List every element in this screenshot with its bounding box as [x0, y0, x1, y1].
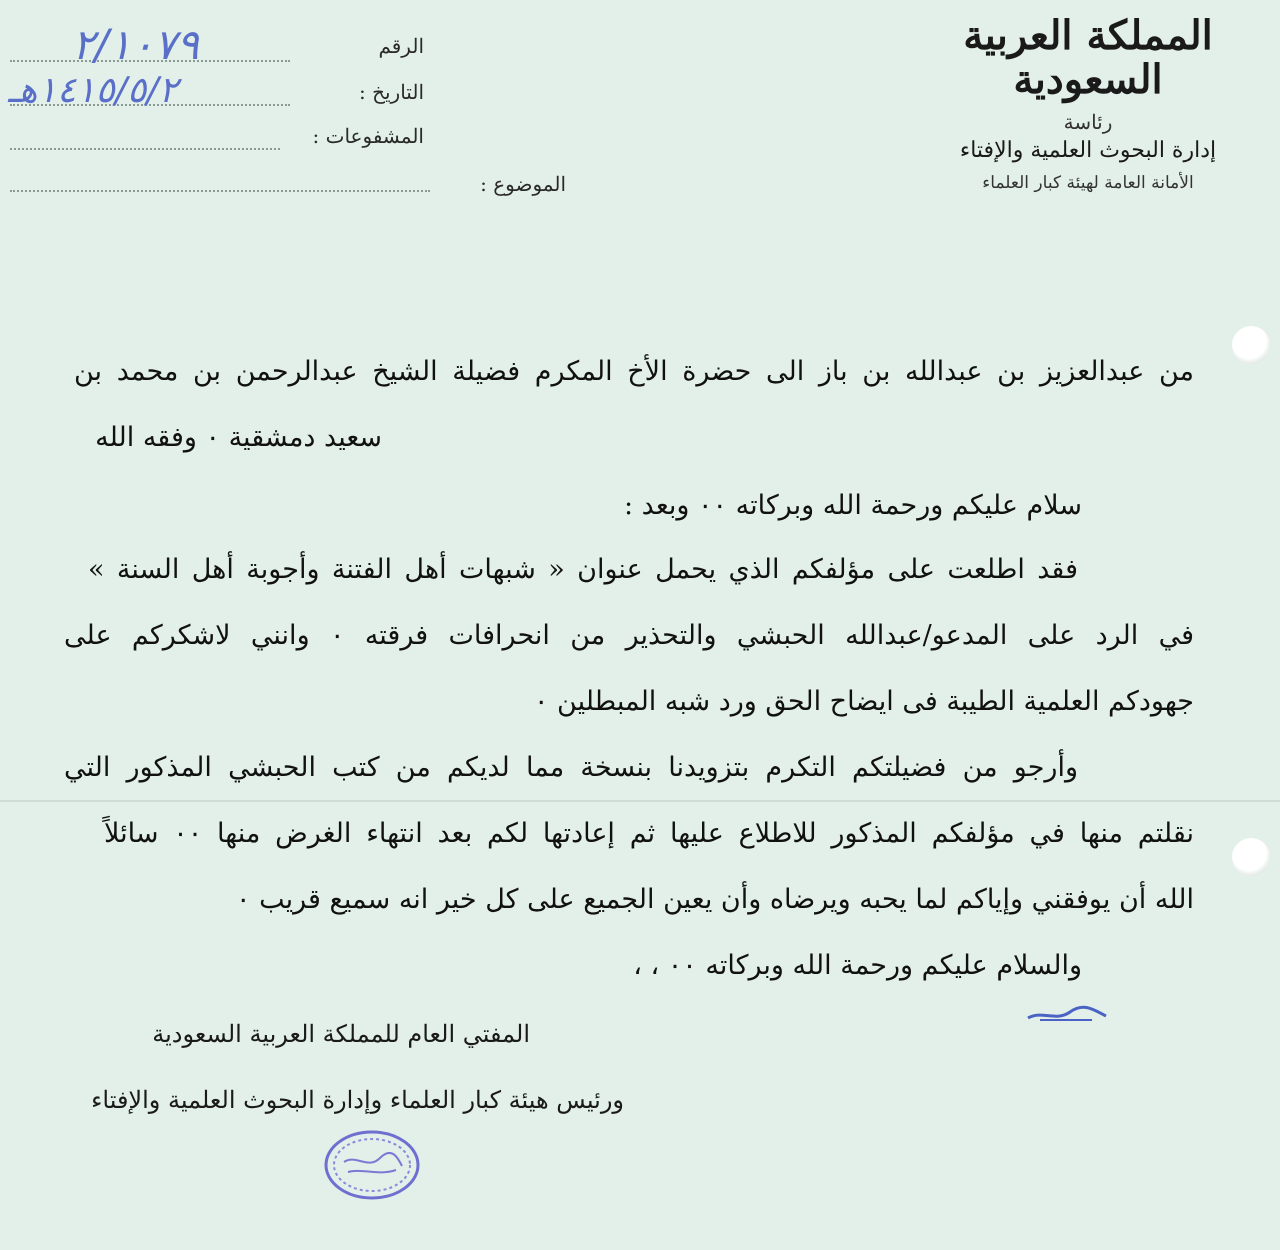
- subject-label: الموضوع :: [480, 172, 566, 196]
- secretariat-name: الأمانة العامة لهيئة كبار العلماء: [982, 173, 1194, 193]
- number-label: الرقم: [378, 34, 424, 58]
- letter-line: الله أن يوفقني وإياكم لما يحبه ويرضاه وأن يعين الجميع على كل خير انه سميع قريب ٠: [235, 884, 1194, 915]
- letter-line: سلام عليكم ورحمة الله وبركاته ٠٠ وبعد :: [624, 490, 1082, 521]
- signature-scribble: [1022, 998, 1112, 1028]
- signature-title-president: ورئيس هيئة كبار العلماء وإدارة البحوث العلمية والإفتاء: [91, 1086, 624, 1114]
- letter-line: في الرد على المدعو/عبدالله الحبشي والتحذير من انحرافات فرقته ٠ وانني لاشكركم على: [64, 620, 1194, 651]
- signature-title-mufti: المفتي العام للمملكة العربية السعودية: [152, 1020, 530, 1048]
- date-handwritten: ١٤١٥/٥/٢هـ: [8, 70, 178, 111]
- letter-line: فقد اطلعت على مؤلفكم الذي يحمل عنوان « شبهات أهل الفتنة وأجوبة أهل السنة »: [88, 554, 1078, 585]
- letter-line: وأرجو من فضيلتكم التكرم بتزويدنا بنسخة مما لديكم من كتب الحبشي المذكور التي: [64, 752, 1078, 783]
- attachments-label: المشفوعات :: [312, 124, 424, 148]
- date-label: التاريخ :: [358, 80, 424, 104]
- letter-line: من عبدالعزيز بن عبدالله بن باز الى حضرة الأخ المكرم فضيلة الشيخ عبدالرحمن بن محمد بن: [74, 356, 1194, 387]
- letter-line: جهودكم العلمية الطيبة فى ايضاح الحق ورد شبه المبطلين ٠: [533, 686, 1194, 717]
- letter-line: نقلتم منها في مؤلفكم المذكور للاطلاع عليها ثم إعادتها لكم بعد انتهاء الغرض منها ٠٠ سائلاً: [104, 818, 1194, 849]
- number-handwritten: ٢/١٠٧٩: [72, 20, 199, 69]
- kingdom-title: المملكة العربية السعودية: [963, 12, 1213, 103]
- letter-line: والسلام عليكم ورحمة الله وبركاته ٠٠ ، ،: [633, 950, 1082, 981]
- presidency-label: رئاسة: [1063, 110, 1113, 134]
- letter-line: سعيد دمشقية ٠ وفقه الله: [95, 422, 382, 453]
- official-seal: [322, 1128, 422, 1202]
- department-name: إدارة البحوث العلمية والإفتاء: [959, 138, 1217, 163]
